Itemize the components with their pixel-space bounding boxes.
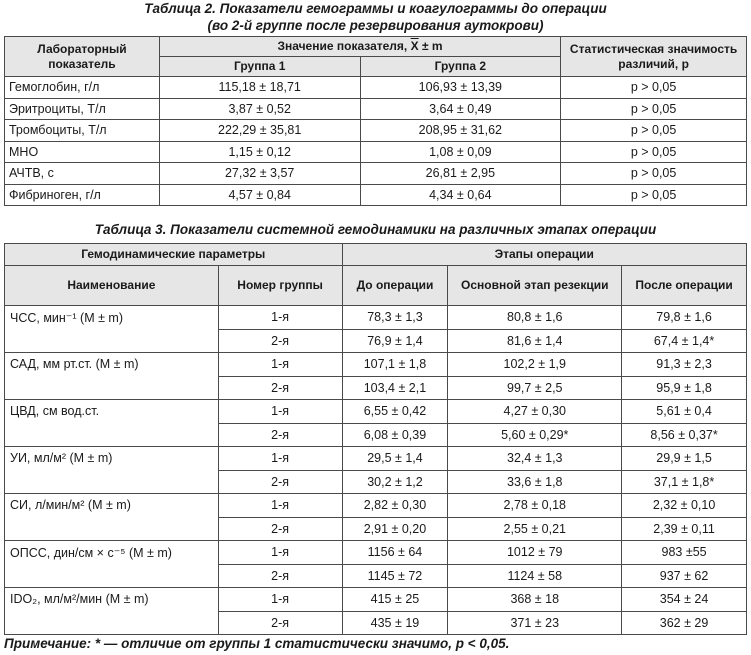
table3-cell-after: 937 ± 62 — [622, 564, 747, 588]
table3-cell-after: 8,56 ± 0,37* — [622, 423, 747, 447]
table2-row — [5, 120, 747, 142]
table3-row — [5, 353, 747, 377]
table3-cell-before: 78,3 ± 1,3 — [342, 306, 448, 330]
table3-cell-param-name: IDO₂, мл/м²/мин (M ± m) — [5, 588, 219, 635]
table2-cell-p: p > 0,05 — [561, 120, 747, 142]
table2-row — [5, 184, 747, 206]
table3-header-main-stage: Основной этап резекции — [448, 266, 622, 306]
table3-cell-group: 2-я — [218, 611, 342, 635]
table2-cell-group2: 3,64 ± 0,49 — [360, 98, 561, 120]
table2-cell-name: Гемоглобин, г/л — [5, 77, 160, 99]
table2-cell-name: МНО — [5, 141, 160, 163]
table2-cell-p: p > 0,05 — [561, 184, 747, 206]
table3-row — [5, 494, 747, 518]
table2-cell-group1: 27,32 ± 3,57 — [159, 163, 360, 185]
table3-body — [5, 306, 747, 635]
table3-cell-group: 2-я — [218, 423, 342, 447]
table3-cell-after: 95,9 ± 1,8 — [622, 376, 747, 400]
table3-cell-group: 2-я — [218, 470, 342, 494]
table3-header-name: Наименование — [5, 266, 219, 306]
table3-cell-group: 2-я — [218, 517, 342, 541]
table3-cell-after: 362 ± 29 — [622, 611, 747, 635]
table3-cell-main-stage: 4,27 ± 0,30 — [448, 400, 622, 424]
table3-cell-main-stage: 2,78 ± 0,18 — [448, 494, 622, 518]
table2-cell-group1: 115,18 ± 18,71 — [159, 77, 360, 99]
table2-caption — [0, 0, 751, 34]
table3-cell-after: 91,3 ± 2,3 — [622, 353, 747, 377]
table3-note: Примечание: * — отличие от группы 1 статистически значимо, p < 0,05. — [4, 636, 510, 651]
table3-hemodynamics — [4, 243, 747, 635]
table2-cell-group2: 4,34 ± 0,64 — [360, 184, 561, 206]
table3-cell-before: 415 ± 25 — [342, 588, 448, 612]
table2-cell-group1: 1,15 ± 0,12 — [159, 141, 360, 163]
table3-cell-param-name: ЦВД, см вод.ст. — [5, 400, 219, 447]
table3-header-stages: Этапы операции — [342, 244, 746, 266]
table3-header-before: До операции — [342, 266, 448, 306]
table3-cell-before: 6,08 ± 0,39 — [342, 423, 448, 447]
table3-cell-group: 2-я — [218, 564, 342, 588]
table3-cell-before: 435 ± 19 — [342, 611, 448, 635]
table3-cell-main-stage: 81,6 ± 1,4 — [448, 329, 622, 353]
table2-row — [5, 77, 747, 99]
table3-cell-main-stage: 32,4 ± 1,3 — [448, 447, 622, 471]
table2-header-value: Значение показателя, $\overline{X} \pm m$ — [159, 37, 560, 57]
table3-cell-before: 6,55 ± 0,42 — [342, 400, 448, 424]
table3-cell-before: 1156 ± 64 — [342, 541, 448, 565]
table2-cell-group1: 222,29 ± 35,81 — [159, 120, 360, 142]
table3-cell-before: 107,1 ± 1,8 — [342, 353, 448, 377]
table3-cell-after: 5,61 ± 0,4 — [622, 400, 747, 424]
table2-cell-group2: 106,93 ± 13,39 — [360, 77, 561, 99]
table3-header-group-num: Номер группы — [218, 266, 342, 306]
table3-row — [5, 588, 747, 612]
table3-cell-before: 1145 ± 72 — [342, 564, 448, 588]
table3-cell-after: 79,8 ± 1,6 — [622, 306, 747, 330]
table3-cell-group: 1-я — [218, 400, 342, 424]
table2-cell-p: p > 0,05 — [561, 163, 747, 185]
table2-header-group2: Группа 2 — [360, 57, 561, 77]
table2-header-significance: Статистическая значимость различий, p — [561, 37, 747, 77]
table3-cell-main-stage: 5,60 ± 0,29* — [448, 423, 622, 447]
table3-cell-group: 1-я — [218, 306, 342, 330]
table3-cell-group: 1-я — [218, 494, 342, 518]
table3-cell-group: 1-я — [218, 447, 342, 471]
table3-caption: Таблица 3. Показатели системной гемодинамики на различных этапах операции — [94, 222, 657, 237]
table2-header-group1: Группа 1 — [159, 57, 360, 77]
table3-cell-main-stage: 368 ± 18 — [448, 588, 622, 612]
table2-cell-name: Тромбоциты, Т/л — [5, 120, 160, 142]
table3-cell-param-name: ЧСС, мин⁻¹ (M ± m) — [5, 306, 219, 353]
table2-caption-line1: Таблица 2. Показатели гемограммы и коагулограммы до операции — [144, 1, 607, 16]
table3-cell-main-stage: 2,55 ± 0,21 — [448, 517, 622, 541]
table3-cell-after: 2,39 ± 0,11 — [622, 517, 747, 541]
table3-header-hemo-params: Гемодинамические параметры — [5, 244, 343, 266]
table2-cell-p: p > 0,05 — [561, 77, 747, 99]
table3-cell-main-stage: 80,8 ± 1,6 — [448, 306, 622, 330]
table2-cell-group2: 1,08 ± 0,09 — [360, 141, 561, 163]
table2-cell-group2: 208,95 ± 31,62 — [360, 120, 561, 142]
table3-cell-before: 2,82 ± 0,30 — [342, 494, 448, 518]
table3-cell-after: 983 ±55 — [622, 541, 747, 565]
table3-row — [5, 541, 747, 565]
table3-cell-after: 29,9 ± 1,5 — [622, 447, 747, 471]
table3-cell-after: 37,1 ± 1,8* — [622, 470, 747, 494]
table2-cell-group2: 26,81 ± 2,95 — [360, 163, 561, 185]
table3-header-after: После операции — [622, 266, 747, 306]
table2-row — [5, 98, 747, 120]
table2-row — [5, 163, 747, 185]
table3-row — [5, 306, 747, 330]
table3-cell-group: 1-я — [218, 541, 342, 565]
table2-header-param: Лабораторный показатель — [5, 37, 160, 77]
table3-cell-after: 354 ± 24 — [622, 588, 747, 612]
table2-row — [5, 141, 747, 163]
table3-cell-main-stage: 371 ± 23 — [448, 611, 622, 635]
table3-cell-before: 76,9 ± 1,4 — [342, 329, 448, 353]
table2-cell-p: p > 0,05 — [561, 98, 747, 120]
table3-cell-group: 1-я — [218, 588, 342, 612]
table2-hemogram — [4, 36, 747, 206]
table3-cell-group: 1-я — [218, 353, 342, 377]
table3-cell-param-name: САД, мм рт.ст. (M ± m) — [5, 353, 219, 400]
table3-row — [5, 447, 747, 471]
table2-cell-name: АЧТВ, с — [5, 163, 160, 185]
table3-cell-main-stage: 1012 ± 79 — [448, 541, 622, 565]
table3-cell-main-stage: 1124 ± 58 — [448, 564, 622, 588]
table2-caption-line2: (во 2-й группе после резервирования аутокрови) — [207, 18, 544, 33]
table3-cell-param-name: ОПСС, дин/см × с⁻⁵ (M ± m) — [5, 541, 219, 588]
table3-cell-group: 2-я — [218, 376, 342, 400]
table3-cell-param-name: УИ, мл/м² (M ± m) — [5, 447, 219, 494]
table3-cell-before: 29,5 ± 1,4 — [342, 447, 448, 471]
table2-cell-group1: 3,87 ± 0,52 — [159, 98, 360, 120]
table3-cell-param-name: СИ, л/мин/м² (M ± m) — [5, 494, 219, 541]
table3-cell-main-stage: 102,2 ± 1,9 — [448, 353, 622, 377]
table2-body — [5, 77, 747, 206]
table3-cell-main-stage: 33,6 ± 1,8 — [448, 470, 622, 494]
table3-cell-main-stage: 99,7 ± 2,5 — [448, 376, 622, 400]
table3-cell-before: 103,4 ± 2,1 — [342, 376, 448, 400]
table2-cell-name: Фибриноген, г/л — [5, 184, 160, 206]
table3-cell-after: 67,4 ± 1,4* — [622, 329, 747, 353]
table2-cell-p: p > 0,05 — [561, 141, 747, 163]
table2-cell-group1: 4,57 ± 0,84 — [159, 184, 360, 206]
table3-cell-before: 30,2 ± 1,2 — [342, 470, 448, 494]
table3-cell-after: 2,32 ± 0,10 — [622, 494, 747, 518]
table3-cell-group: 2-я — [218, 329, 342, 353]
table2-cell-name: Эритроциты, Т/л — [5, 98, 160, 120]
table3-row — [5, 400, 747, 424]
table3-cell-before: 2,91 ± 0,20 — [342, 517, 448, 541]
